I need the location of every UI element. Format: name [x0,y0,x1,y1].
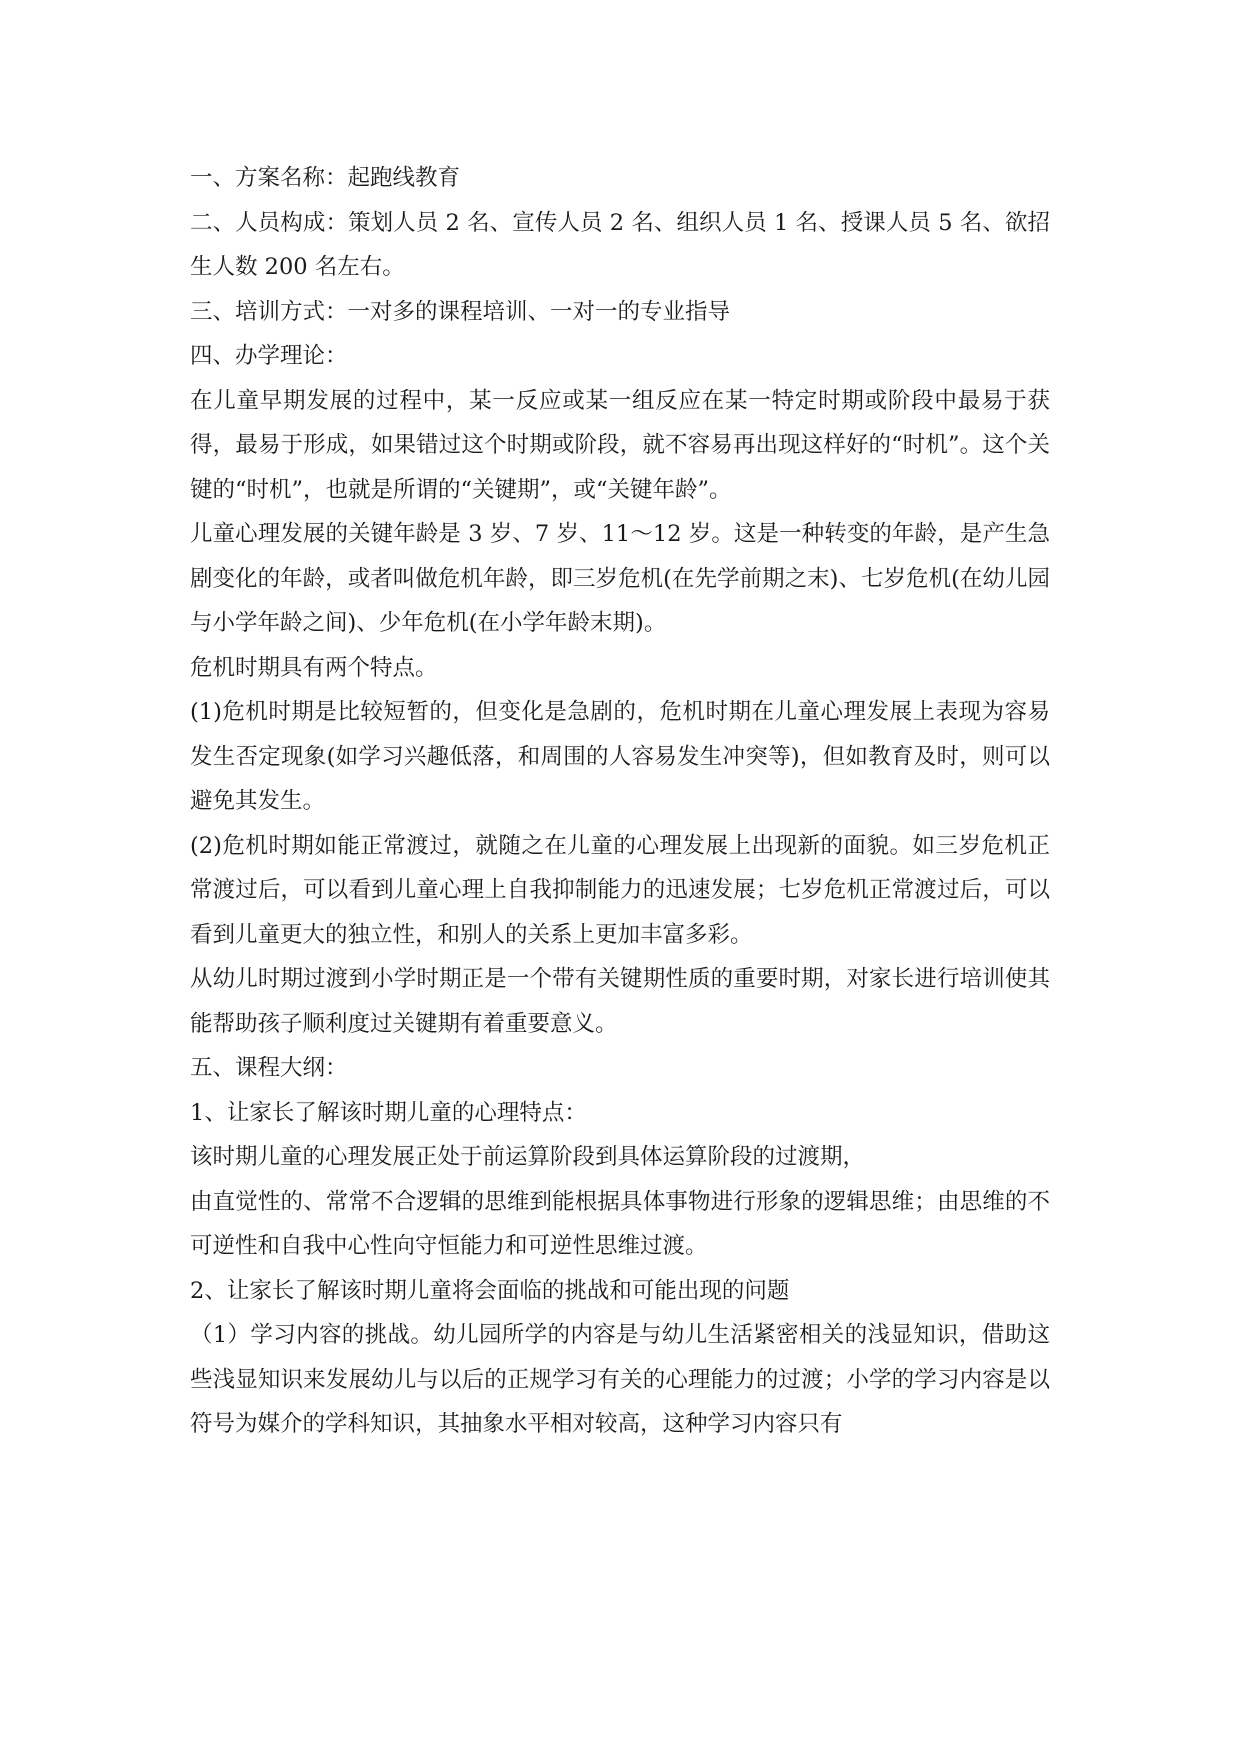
outline-item-1: 1、让家长了解该时期儿童的心理特点： [190,1099,587,1126]
transition-importance-paragraph: 从幼儿时期过渡到小学时期正是一个带有关键期性质的重要时期，对家长进行培训使其能帮助孩子顺利度过关键期有着重要意义。 [190,966,1050,1037]
outline-item-1-text-b: 由直觉性的、常常不合逻辑的思维到能根据具体事物进行形象的逻辑思维；由思维的不可逆性和自我中心性向守恒能力和可逆性思维过渡。 [190,1188,1050,1259]
section-3-training-method: 三、培训方式：一对多的课程培训、一对一的专业指导 [190,298,731,325]
section-4-heading: 四、办学理论： [190,343,348,369]
outline-item-1-text-a: 该时期儿童的心理发展正处于前运算阶段到具体运算阶段的过渡期， [190,1144,866,1170]
critical-period-paragraph: 在儿童早期发展的过程中，某一反应或某一组反应在某一特定时期或阶段中最易于获得，最易于形成，如果错过这个时期或阶段，就不容易再出现这样好的“时机”。这个关键的“时机”，也就是所谓的“关键期”，或“关键年龄”。 [190,387,1050,503]
section-2-staffing: 二、人员构成：策划人员 2 名、宣传人员 2 名、组织人员 1 名、授课人员 5 名、欲招生人数 200 名左右。 [190,209,1050,280]
document-body [190,156,1050,1447]
critical-age-paragraph: 儿童心理发展的关键年龄是 3 岁、7 岁、11～12 岁。这是一种转变的年龄，是产生急剧变化的年龄，或者叫做危机年龄，即三岁危机(在先学前期之末)、七岁危机(在幼儿园与小学年龄之间)、少年危机(在小学年龄末期)。 [190,521,1050,636]
section-1-plan-name: 一、方案名称：起跑线教育 [190,165,461,191]
crisis-feature-2: (2)危机时期如能正常渡过，就随之在儿童的心理发展上出现新的面貌。如三岁危机正常渡过后，可以看到儿童心理上自我抑制能力的迅速发展；七岁危机正常渡过后，可以看到儿童更大的独立性，和别人的关系上更加丰富多彩。 [190,832,1050,948]
crisis-features-intro: 危机时期具有两个特点。 [190,654,438,681]
section-5-heading: 五、课程大纲： [190,1055,348,1081]
outline-item-2-sub-1: （1）学习内容的挑战。幼儿园所学的内容是与幼儿生活紧密相关的浅显知识，借助这些浅显知识来发展幼儿与以后的正规学习有关的心理能力的过渡；小学的学习内容是以符号为媒介的学科知识，其抽象水平相对较高，这种学习内容只有 [190,1322,1050,1437]
crisis-feature-1: (1)危机时期是比较短暂的，但变化是急剧的，危机时期在儿童心理发展上表现为容易发生否定现象(如学习兴趣低落，和周围的人容易发生冲突等)，但如教育及时，则可以避免其发生。 [190,699,1050,814]
outline-item-2: 2、让家长了解该时期儿童将会面临的挑战和可能出现的问题 [190,1277,790,1304]
